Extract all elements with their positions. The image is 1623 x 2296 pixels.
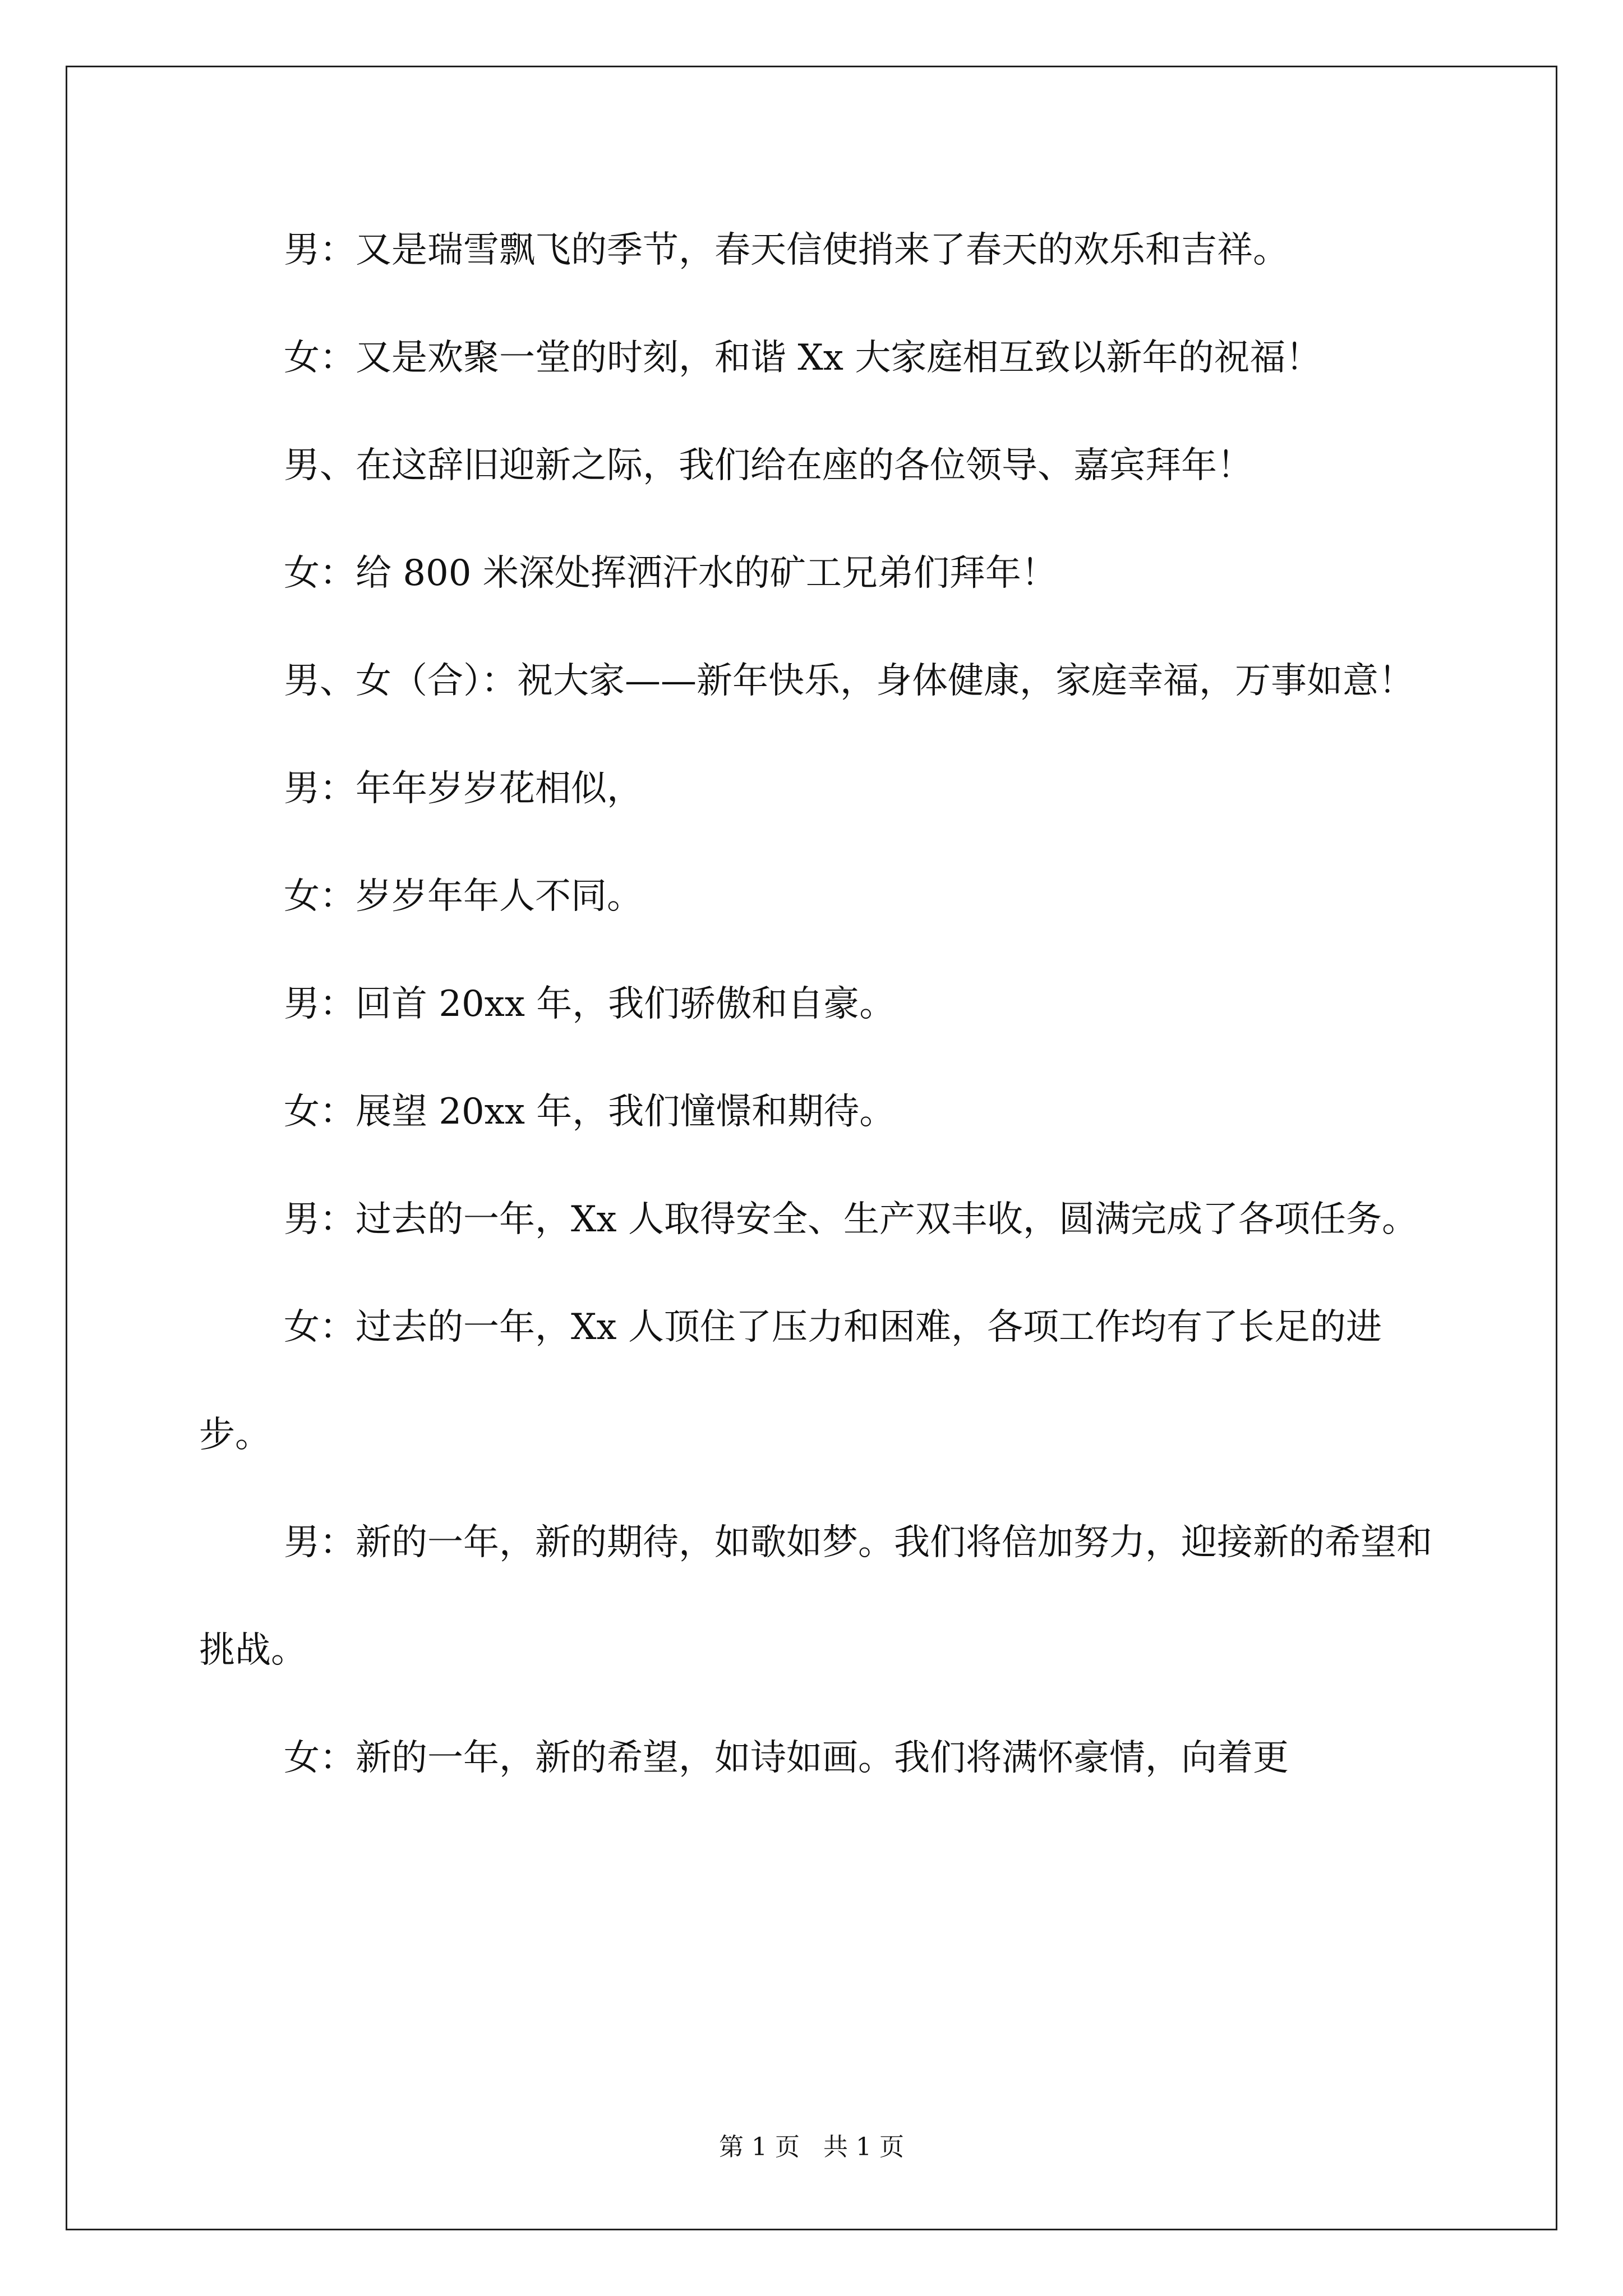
paragraph: 男：新的一年，新的期待，如歌如梦。我们将倍加努力，迎接新的希望和挑战。 [199, 1522, 1432, 1671]
paragraph: 女：新的一年，新的希望，如诗如画。我们将满怀豪情，向着更 [284, 1737, 1289, 1779]
paragraph: 男：回首 20xx 年，我们骄傲和自豪。 [284, 983, 896, 1025]
paragraph: 男：又是瑞雪飘飞的季节，春天信使捎来了春天的欢乐和吉祥。 [284, 229, 1289, 271]
paragraph: 男：年年岁岁花相似， [284, 768, 643, 809]
paragraph: 女：过去的一年，Xx 人顶住了压力和困难，各项工作均有了长足的进步。 [199, 1306, 1382, 1456]
paragraph: 女：又是欢聚一堂的时刻，和谐 Xx 大家庭相互致以新年的祝福！ [284, 337, 1322, 379]
paragraph: 男、在这辞旧迎新之际，我们给在座的各位领导、嘉宾拜年！ [284, 445, 1253, 486]
paragraph: 女：岁岁年年人不同。 [284, 876, 643, 917]
document-body [199, 196, 1438, 1812]
page-footer: 第 1 页 共 1 页 [719, 2133, 904, 2161]
paragraph: 男、女（合）：祝大家——新年快乐，身体健康，家庭幸福，万事如意！ [284, 660, 1414, 702]
paragraph: 男：过去的一年，Xx 人取得安全、生产双丰收，圆满完成了各项任务。 [284, 1199, 1418, 1240]
paragraph: 女：给 800 米深处挥洒汗水的矿工兄弟们拜年！ [284, 553, 1057, 594]
paragraph: 女：展望 20xx 年，我们憧憬和期待。 [284, 1091, 896, 1133]
